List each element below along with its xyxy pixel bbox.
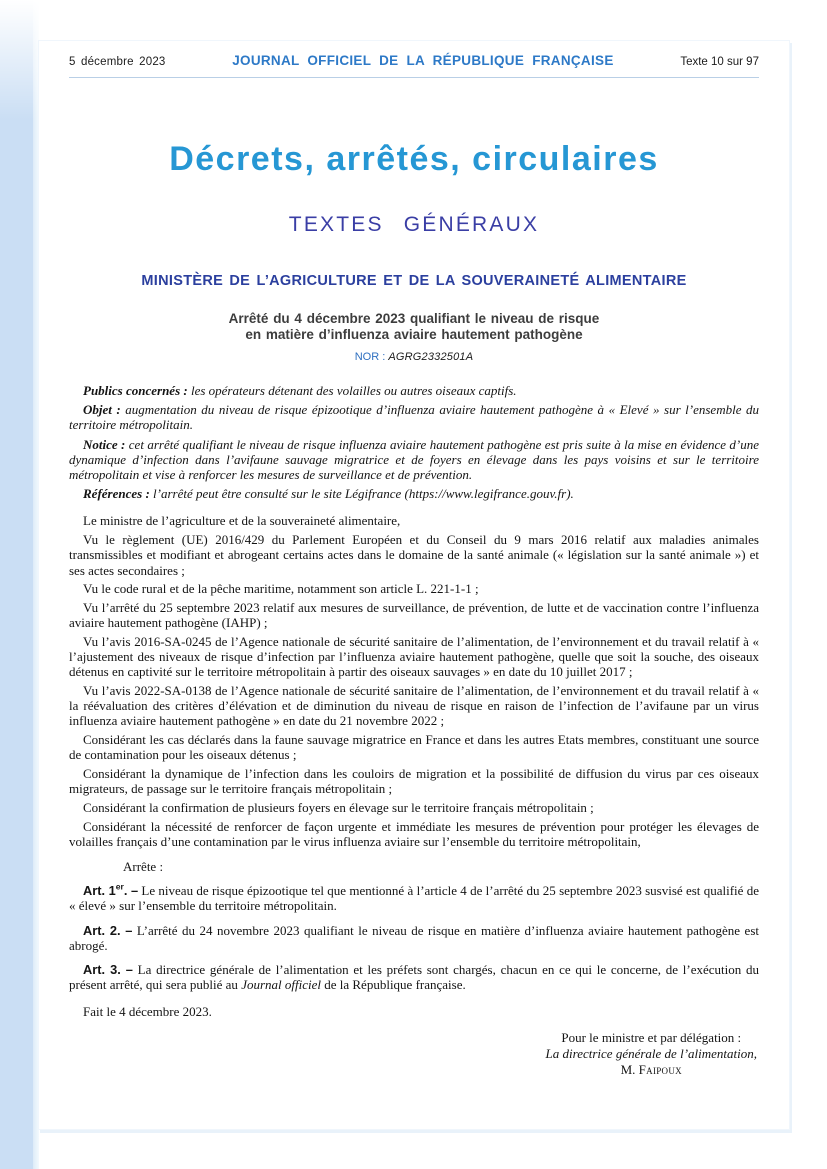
texte-reference: Texte 10 sur 97 <box>680 56 759 68</box>
preamble-paragraph: Vu le code rural et de la pêche maritime, notamment son article L. 221-1-1 ; <box>83 581 479 597</box>
summary-paragraph: Notice : cet arrêté qualifiant le niveau de risque influenza aviaire hautement pathogène est pris suite à la mise en évidence d’une dynamique d’infection dans l’avifaune sauvage migratrice et de foyers en élevage dans les pays voisins et sur le territoire métropolitain et vise à renforcer les mesures de surveillance et de prévention. <box>69 436 760 483</box>
signature-delegation: Pour le ministre et par délégation : <box>561 1029 742 1045</box>
article-paragraph: Art. 3. – La directrice générale de l’alimentation et les préfets sont chargés, chacun en ce qui le concerne, de l’exécution du présent arrêté, qui sera publié au Journal officiel de la République française. <box>69 962 760 993</box>
preamble-paragraph: Le ministre de l’agriculture et de la souveraineté alimentaire, <box>83 513 401 529</box>
enacting-intro: Arrête : <box>123 858 164 874</box>
article-label: Art. 1er. – <box>83 881 139 899</box>
summary-lead: Objet : <box>83 402 121 418</box>
backdrop-gradient-strip <box>0 0 39 1169</box>
preamble-paragraph: Vu le règlement (UE) 2016/429 du Parlement Européen et du Conseil du 9 mars 2016 relatif aux maladies animales transmissibles et modifiant et abrogeant certains actes dans le domaine de la santé animale (« législation sur la santé animale ») et ses actes secondaires ; <box>69 532 759 578</box>
preamble-paragraph: Considérant la confirmation de plusieurs foyers en élevage sur le territoire français métropolitain ; <box>83 799 594 815</box>
italic-phrase: Journal officiel <box>241 977 321 993</box>
main-title: Décrets, arrêtés, circulaires <box>169 140 659 178</box>
journal-title: JOURNAL OFFICIEL DE LA RÉPUBLIQUE FRANÇAISE <box>232 53 614 68</box>
section-title: TEXTES GÉNÉRAUX <box>288 213 540 236</box>
signature-function: La directrice générale de l’alimentation, <box>545 1045 757 1061</box>
nor-value: AGRG2332501A <box>388 351 474 363</box>
summary-lead: Références : <box>83 486 150 502</box>
article-label: Art. 3. – <box>83 962 133 977</box>
page-header <box>69 53 759 78</box>
preamble-paragraph: Considérant la nécessité de renforcer de façon urgente et immédiate les mesures de prévention pour protéger les élevages de volailles français d’une contamination par le virus influenza aviaire sur l’ensemble du territoire métropolitain, <box>69 818 759 849</box>
decree-title-line1: Arrêté du 4 décembre 2023 qualifiant le niveau de risque <box>228 311 600 326</box>
article-paragraph: Art. 1er. – Le niveau de risque épizootique tel que mentionné à l’article 4 de l’arrêté du 25 septembre 2023 susvisé est qualifié de « élevé » sur l’ensemble du territoire métropolitain. <box>69 881 759 914</box>
preamble-paragraph: Considérant la dynamique de l’infection dans les couloirs de migration et la possibilité de diffusion du virus par ces oiseaux migrateurs, de passage sur le territoire français métropolitain ; <box>69 765 759 797</box>
decree-title <box>69 311 759 342</box>
articles-list <box>69 883 759 992</box>
summary-paragraph: Publics concernés : les opérateurs détenant des volailles ou autres oiseaux captifs. <box>83 383 517 398</box>
publication-date: 5 décembre 2023 <box>69 56 166 68</box>
decree-title-line2: en matière d’influenza aviaire hautement pathogène <box>245 326 583 342</box>
signatory-name: M. Faipoux <box>620 1062 682 1078</box>
summary-paragraph: Références : l’arrêté peut être consulté sur le site Légifrance (https://www.legifrance.gouv.fr). <box>83 486 574 502</box>
summary-paragraph: Objet : augmentation du niveau de risque épizootique d’influenza aviaire hautement pathogène à « Elevé » sur l’ensemble du territoire métropolitain. <box>69 402 760 433</box>
preamble-paragraph: Vu l’arrêté du 25 septembre 2023 relatif aux mesures de surveillance, de prévention, de lutte et de vaccination contre l’influenza aviaire hautement pathogène (IAHP) ; <box>69 599 759 631</box>
summary-lead: Notice : <box>83 436 126 452</box>
document-sheet <box>38 40 790 1130</box>
article-paragraph: Art. 2. – L’arrêté du 24 novembre 2023 qualifiant le niveau de risque en matière d’influenza aviaire hautement pathogène est abrogé. <box>69 922 759 953</box>
nor-line <box>69 351 759 363</box>
enacting-section <box>69 859 759 1078</box>
summary-lead: Publics concernés : <box>83 383 188 398</box>
nor-label: NOR : <box>354 351 386 363</box>
preamble-paragraph: Vu l’avis 2016-SA-0245 de l’Agence nationale de sécurité sanitaire de l’alimentation, de l’environnement et du travail relatif à « l’ajustement des niveaux de risque d’infection par l’influenza aviaire hautement pathogène, quelle que soit la souche, des oiseaux détenus en captivité sur le territoire métropolitain à partir des oiseaux sauvages » en date du 10 juillet 2017 ; <box>69 633 759 680</box>
fait-line: Fait le 4 décembre 2023. <box>83 1004 212 1020</box>
preamble-section <box>69 513 759 849</box>
summary-section <box>69 383 759 501</box>
preamble-paragraph: Considérant les cas déclarés dans la faune sauvage migratrice en France et dans les autres Etats membres, constituant une source de contamination pour les oiseaux détenus ; <box>69 732 759 763</box>
signature-block <box>546 1030 757 1079</box>
ministry-heading: MINISTÈRE DE L’AGRICULTURE ET DE LA SOUVERAINETÉ ALIMENTAIRE <box>141 273 687 289</box>
article-label: Art. 2. – <box>83 922 133 938</box>
preamble-paragraph: Vu l’avis 2022-SA-0138 de l’Agence nationale de sécurité sanitaire de l’alimentation, de l’environnement et du travail relatif à « la réévaluation des critères d’élévation et de diminution du niveau de risque en raison de l’infection de l’avifaune par un virus influenza aviaire hautement pathogène » en date du 21 novembre 2022 ; <box>69 682 759 729</box>
